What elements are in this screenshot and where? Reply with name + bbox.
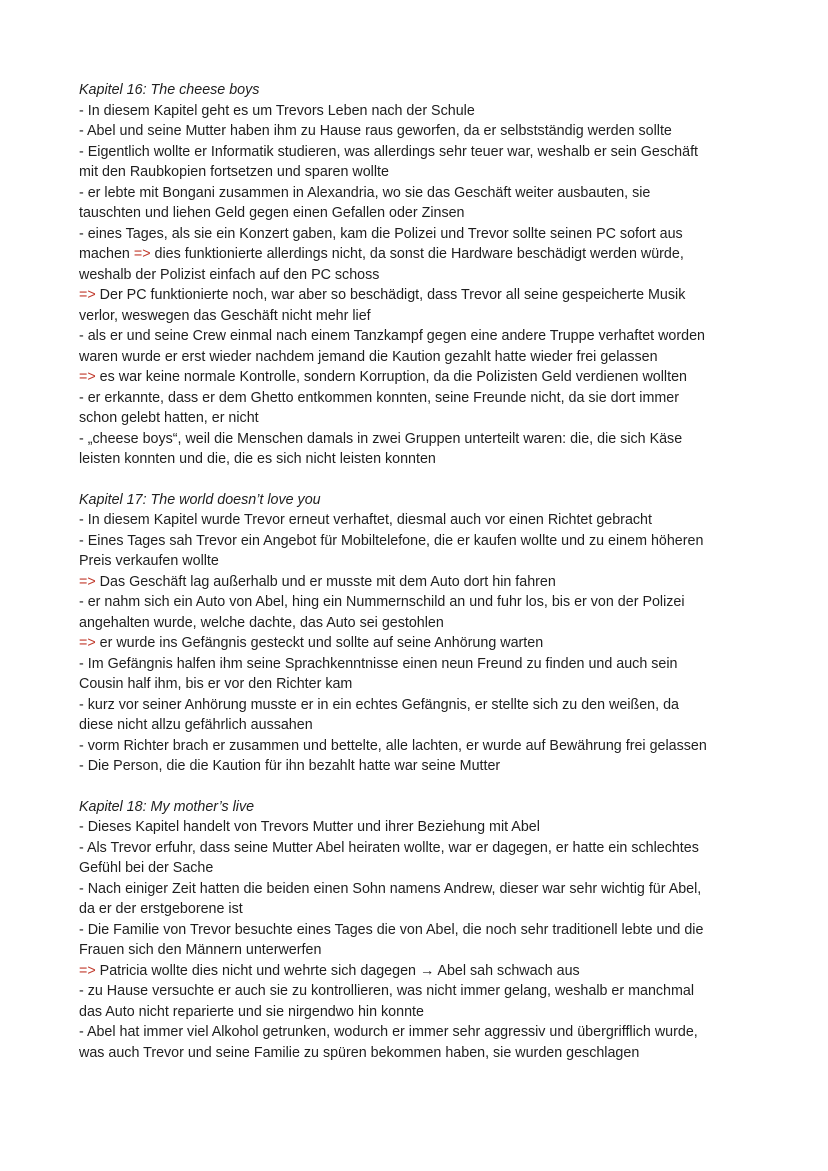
text-line (79, 244, 788, 265)
line-text: - eines Tages, als sie ein Konzert gaben, kam die Polizei und Trevor sollte seinen PC sofort aus (79, 225, 683, 242)
line-prefix: machen (79, 246, 134, 262)
text-line (79, 715, 788, 736)
text-line (79, 654, 788, 675)
text-line (79, 592, 788, 613)
chapter-section (79, 490, 788, 777)
line-text: Frauen sich den Männern unterwerfen (79, 942, 322, 958)
text-line (79, 879, 788, 900)
line-text: Das Geschäft lag außerhalb und er musste mit dem Auto dort hin fahren (95, 573, 556, 590)
text-line (79, 551, 788, 572)
text-line (79, 183, 788, 204)
chapter-title: Kapitel 16: The cheese boys (79, 82, 260, 98)
line-text: - In diesem Kapitel geht es um Trevors Leben nach der Schule (79, 102, 475, 119)
line-text: tauschten und liehen Geld gegen einen Gefallen oder Zinsen (79, 205, 465, 221)
text-line (79, 265, 788, 286)
line-text: es war keine normale Kontrolle, sondern Korruption, da die Polizisten Geld verdienen wollten (95, 369, 687, 385)
text-line (79, 572, 788, 593)
text-line (79, 1002, 788, 1023)
line-text: Patricia wollte dies nicht und wehrte sich dagegen → Abel sah schwach aus (95, 962, 580, 979)
line-text: - Im Gefängnis halfen ihm seine Sprachkenntnisse einen neun Freund zu finden und auch sein (79, 655, 678, 672)
text-line (79, 1022, 788, 1043)
line-text: Cousin half ihm, bis er vor den Richter kam (79, 676, 353, 692)
line-text: Gefühl bei der Sache (79, 860, 214, 876)
line-text: - er lebte mit Bongani zusammen in Alexandria, wo sie das Geschäft weiter ausbauten, sie (79, 184, 651, 201)
chapter-title: Kapitel 18: My mother’s live (79, 798, 255, 815)
line-text: - er erkannte, dass er dem Ghetto entkommen konnten, seine Freunde nicht, da sie dort immer (79, 389, 679, 406)
line-text: dies funktionierte allerdings nicht, da sonst die Hardware beschädigt werden würde, (150, 246, 684, 262)
arrow-marker: => (79, 287, 96, 303)
text-line (79, 838, 788, 859)
chapter-title: Kapitel 17: The world doesn’t love you (79, 491, 321, 508)
text-line (79, 429, 788, 450)
line-text: das Auto nicht reparierte und sie nirgendwo hin konnte (79, 1003, 424, 1020)
text-line (79, 756, 788, 777)
text-line (79, 695, 788, 716)
line-text: er wurde ins Gefängnis gesteckt und sollte auf seine Anhörung warten (95, 635, 544, 651)
text-line (79, 817, 788, 838)
text-line (79, 920, 788, 941)
text-line (79, 142, 788, 163)
text-line (79, 224, 788, 245)
text-line (79, 285, 788, 306)
text-line (79, 347, 788, 368)
line-text: - Eigentlich wollte er Informatik studieren, was allerdings sehr teuer war, weshalb er sein Geschäft (79, 143, 699, 160)
arrow-marker: => (79, 369, 96, 385)
arrow-marker: => (79, 573, 96, 590)
line-text: mit den Raubkopien fortsetzen und sparen wollte (79, 164, 389, 180)
text-line (79, 510, 788, 531)
line-text: - In diesem Kapitel wurde Trevor erneut verhaftet, diesmal auch vor einen Richtet gebracht (79, 512, 652, 528)
line-text: verlor, weswegen das Geschäft nicht mehr lief (79, 307, 371, 324)
text-line (79, 101, 788, 122)
text-line (79, 326, 788, 347)
line-text: waren wurde er erst wieder nachdem jemand die Kaution gezahlt hatte wieder frei gelassen (79, 348, 658, 365)
text-line (79, 633, 788, 654)
line-text: - Dieses Kapitel handelt von Trevors Mutter und ihrer Beziehung mit Abel (79, 819, 540, 835)
line-text: - Die Familie von Trevor besuchte eines Tages die von Abel, die noch sehr traditionell lebte und die (79, 921, 704, 938)
line-text: - Abel hat immer viel Alkohol getrunken, wodurch er immer sehr aggressiv und übergrifflich wurde, (79, 1024, 698, 1040)
line-text: - kurz vor seiner Anhörung musste er in ein echtes Gefängnis, er stellte sich zu den weißen, da (79, 696, 679, 713)
line-text: Der PC funktionierte noch, war aber so beschädigt, dass Trevor all seine gespeicherte Musik (95, 287, 686, 303)
line-text: da er der erstgeborene ist (79, 901, 243, 917)
line-text: leisten konnten und die, die es sich nicht leisten konnten (79, 451, 436, 467)
text-line (79, 674, 788, 695)
line-text: schon gelebt hatten, er nicht (79, 410, 259, 426)
text-line (79, 531, 788, 552)
line-text: - „cheese boys“, weil die Menschen damals in zwei Gruppen unterteilt waren: die, die sich Käse (79, 430, 683, 447)
text-line (79, 858, 788, 879)
text-line (79, 162, 788, 183)
arrow-marker: => (79, 635, 96, 651)
line-text: diese nicht allzu gefährlich aussahen (79, 717, 313, 733)
line-text: - vorm Richter brach er zusammen und bettelte, alle lachten, er wurde auf Bewährung frei gelassen (79, 737, 707, 754)
text-line (79, 449, 788, 470)
line-text: - zu Hause versuchte er auch sie zu kontrollieren, was nicht immer gelang, weshalb er manchmal (79, 983, 695, 999)
line-text: - Abel und seine Mutter haben ihm zu Hause raus geworfen, da er selbstständig werden sollte (79, 123, 672, 139)
chapter-section (79, 797, 788, 1064)
text-line (79, 1043, 788, 1064)
text-line (79, 388, 788, 409)
chapter-section (79, 80, 788, 470)
line-text: angehalten wurde, welche dachte, das Auto sei gestohlen (79, 614, 444, 631)
arrow-marker: => (79, 962, 96, 979)
line-text: - er nahm sich ein Auto von Abel, hing ein Nummernschild an und fuhr los, bis er von der Polizei (79, 594, 685, 610)
line-text: Preis verkaufen wollte (79, 553, 219, 569)
arrow-marker: => (133, 246, 151, 262)
line-text: - Als Trevor erfuhr, dass seine Mutter Abel heiraten wollte, war er dagegen, er hatte ein schlechtes (79, 839, 699, 856)
text-line (79, 613, 788, 634)
text-line (79, 306, 788, 327)
text-line (79, 899, 788, 920)
line-text: weshalb der Polizist einfach auf den PC schoss (79, 266, 380, 283)
line-text: was auch Trevor und seine Familie zu spüren bekommen haben, sie wurden geschlagen (79, 1044, 640, 1061)
text-line (79, 981, 788, 1002)
text-line (79, 961, 788, 982)
line-text: - Nach einiger Zeit hatten die beiden einen Sohn namens Andrew, dieser war sehr wichtig für Abel, (79, 880, 702, 897)
line-text: - als er und seine Crew einmal nach einem Tanzkampf gegen eine andere Truppe verhaftet worden (79, 328, 705, 344)
text-line (79, 940, 788, 961)
text-line (79, 408, 788, 429)
line-text: - Eines Tages sah Trevor ein Angebot für Mobiltelefone, die er kaufen wollte und zu einem höheren (79, 532, 704, 549)
text-line (79, 367, 788, 388)
line-text: - Die Person, die die Kaution für ihn bezahlt hatte war seine Mutter (79, 758, 501, 774)
text-line (79, 736, 788, 757)
text-line (79, 121, 788, 142)
text-line (79, 203, 788, 224)
